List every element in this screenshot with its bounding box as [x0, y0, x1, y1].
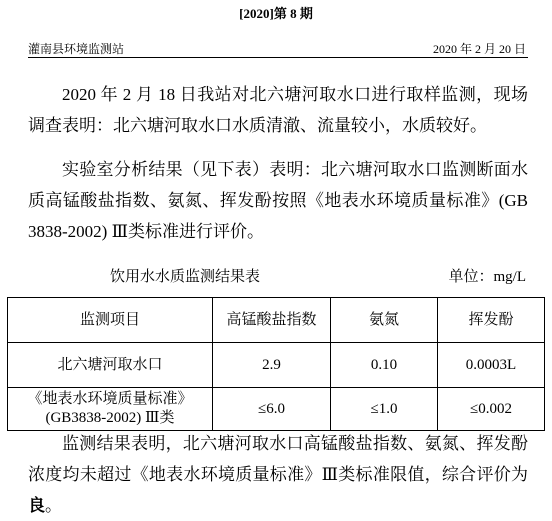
paragraph-analysis: 实验室分析结果（见下表）表明：北六塘河取水口监测断面水质高锰酸盐指数、氨氮、挥发酚按照《地表水环境质量标准》(GB 3838-2002) Ⅲ类标准进行评价。 — [28, 160, 528, 241]
conclusion-text: 监测结果表明，北六塘河取水口高锰酸盐指数、氨氮、挥发酚浓度均未超过《地表水环境质量标准》Ⅲ类标准限值，综合评价为 — [28, 434, 528, 484]
table-row — [8, 388, 545, 431]
organization-name: 灌南县环境监测站 — [28, 42, 125, 56]
header-ammonia: 氨氮 — [331, 298, 438, 343]
header-divider — [28, 57, 528, 58]
cell-ammonia: ≤1.0 — [331, 388, 438, 431]
standard-code: (GB3838-2002) Ⅲ类 — [45, 410, 175, 426]
conclusion-end: 。 — [45, 496, 62, 515]
table-unit: 单位：mg/L — [448, 269, 526, 285]
issue-number: [2020]第 8 期 — [239, 6, 313, 21]
table-row — [8, 343, 545, 388]
cell-phenol: 0.0003L — [438, 343, 545, 388]
cell-phenol: ≤0.002 — [438, 388, 545, 431]
header-phenol: 挥发酚 — [438, 298, 545, 343]
paragraph-conclusion — [28, 428, 528, 521]
header-meta — [28, 41, 526, 57]
header-permanganate: 高锰酸盐指数 — [213, 298, 331, 343]
report-date: 2020 年 2 月 20 日 — [432, 42, 526, 56]
cell-permanganate: ≤6.0 — [213, 388, 331, 431]
conclusion-rating: 良 — [28, 496, 45, 515]
results-table — [7, 297, 545, 431]
cell-permanganate: 2.9 — [213, 343, 331, 388]
paragraph-sampling: 2020 年 2 月 18 日我站对北六塘河取水口进行取样监测，现场调查表明：北六塘河取水口水质清澈、流量较小，水质较好。 — [28, 85, 528, 135]
header-item: 监测项目 — [8, 298, 213, 343]
row-item: 北六塘河取水口 — [8, 343, 213, 388]
table-header-row — [8, 298, 545, 343]
row-item-standard — [8, 388, 213, 431]
cell-ammonia: 0.10 — [331, 343, 438, 388]
standard-name: 《地表水环境质量标准》 — [27, 391, 193, 407]
table-title: 饮用水水质监测结果表 — [110, 269, 261, 285]
